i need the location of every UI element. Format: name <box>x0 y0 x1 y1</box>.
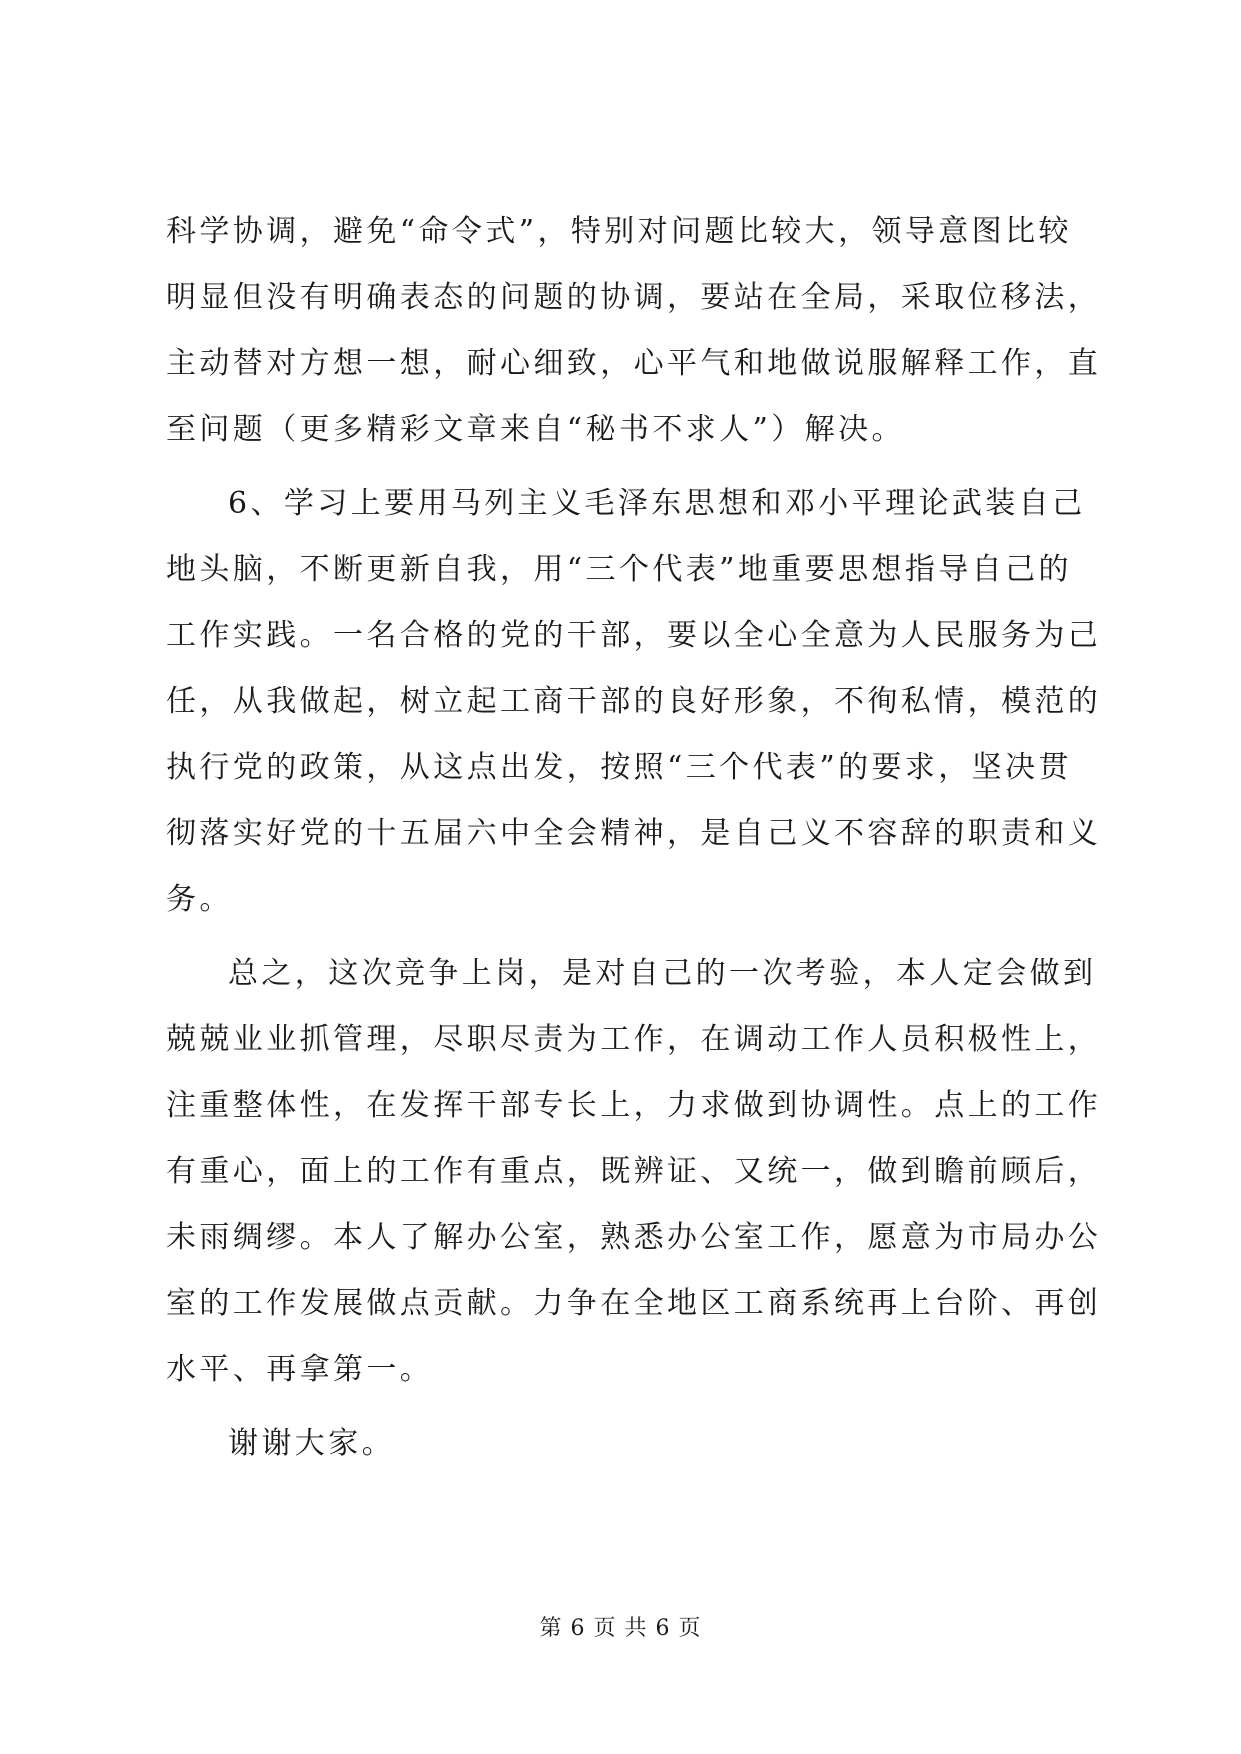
text-line: 至问题（更多精彩文章来自“秘书不求人”）解决。 <box>166 412 905 447</box>
paragraph-first-line: 6、学习上要用马列主义毛泽东思想和邓小平理论武装自己 <box>228 486 1086 521</box>
text-line: 兢兢业业抓管理，尽职尽责为工作，在调动工作人员积极性上， <box>166 1022 1102 1057</box>
text-line: 水平、再拿第一。 <box>166 1352 434 1387</box>
text-line: 主动替对方想一想，耐心细致，心平气和地做说服解释工作，直 <box>166 346 1102 381</box>
text-line: 注重整体性，在发挥干部专长上，力求做到协调性。点上的工作 <box>166 1088 1102 1123</box>
text-line: 执行党的政策，从这点出发，按照“三个代表”的要求，坚决贯 <box>166 750 1072 785</box>
text-line: 有重心，面上的工作有重点，既辨证、又统一，做到瞻前顾后， <box>166 1154 1102 1189</box>
text-line: 科学协调，避免“命令式”，特别对问题比较大，领导意图比较 <box>166 214 1072 249</box>
text-line: 明显但没有明确表态的问题的协调，要站在全局，采取位移法， <box>166 280 1102 315</box>
paragraph-first-line: 总之，这次竞争上岗，是对自己的一次考验，本人定会做到 <box>228 956 1097 991</box>
text-line: 地头脑，不断更新自我，用“三个代表”地重要思想指导自己的 <box>166 552 1072 587</box>
text-line: 室的工作发展做点贡献。力争在全地区工商系统再上台阶、再创 <box>166 1286 1102 1321</box>
closing-line: 谢谢大家。 <box>228 1426 395 1461</box>
page-number-footer: 第 6 页 共 6 页 <box>539 1616 702 1641</box>
text-line: 未雨绸缪。本人了解办公室，熟悉办公室工作，愿意为市局办公 <box>166 1220 1102 1255</box>
text-line: 工作实践。一名合格的党的干部，要以全心全意为人民服务为己 <box>166 618 1102 653</box>
text-line: 任，从我做起，树立起工商干部的良好形象，不徇私情，模范的 <box>166 684 1102 719</box>
text-line: 务。 <box>166 882 233 917</box>
text-line: 彻落实好党的十五届六中全会精神，是自己义不容辞的职责和义 <box>166 816 1102 851</box>
